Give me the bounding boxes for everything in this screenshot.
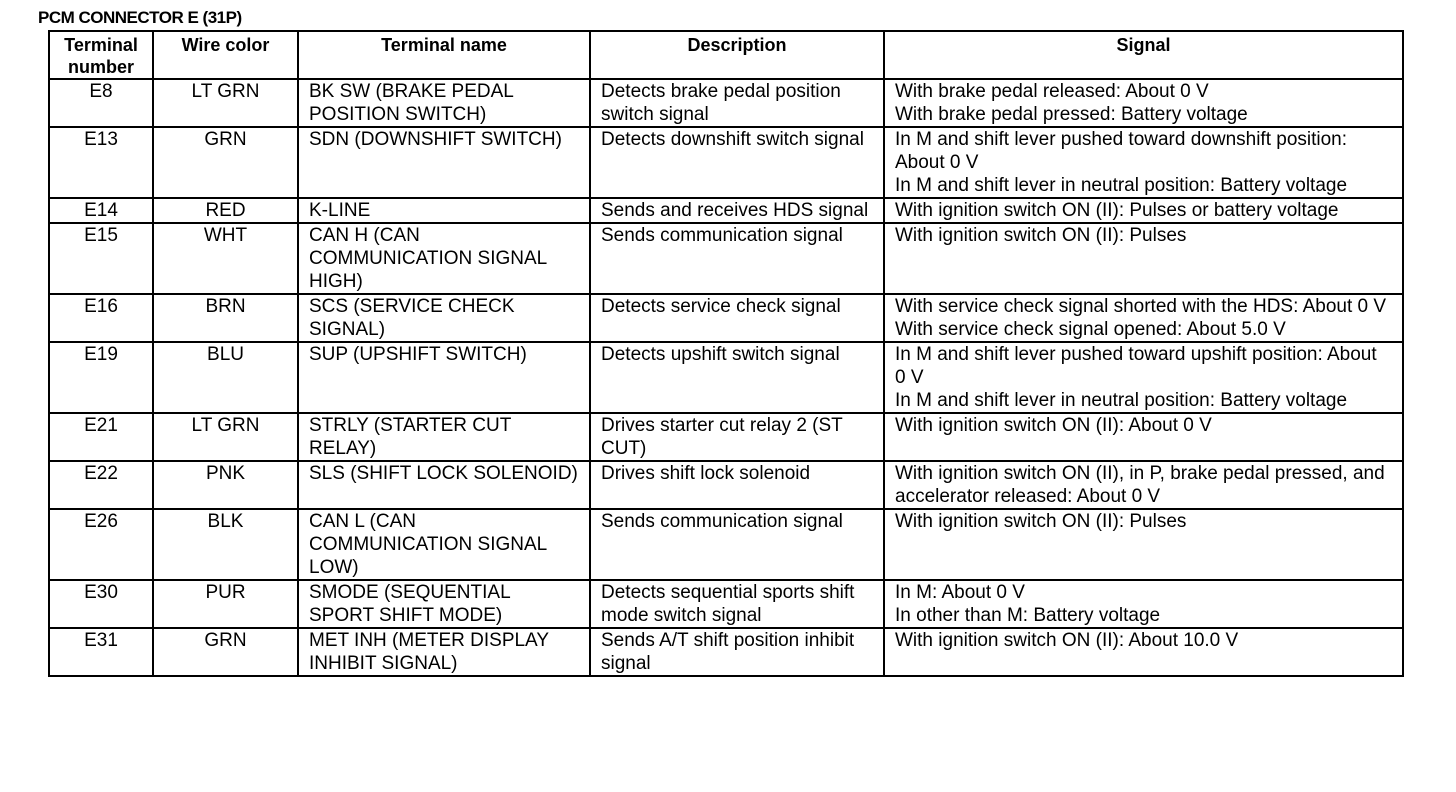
signal-line: In other than M: Battery voltage bbox=[895, 605, 1161, 626]
terminal-name-cell: BK SW (BRAKE PEDAL POSITION SWITCH) bbox=[298, 79, 590, 127]
terminal-cell: E16 bbox=[49, 294, 153, 342]
description-cell: Detects upshift switch signal bbox=[590, 342, 884, 413]
wire-color-cell: BRN bbox=[153, 294, 298, 342]
terminal-name-cell: SDN (DOWNSHIFT SWITCH) bbox=[298, 127, 590, 198]
terminal-name-cell: MET INH (METER DISPLAY INHIBIT SIGNAL) bbox=[298, 628, 590, 676]
terminal-cell: E22 bbox=[49, 461, 153, 509]
signal-cell bbox=[884, 79, 1403, 127]
signal-line: With ignition switch ON (II): About 10.0 V bbox=[895, 630, 1239, 651]
table-row bbox=[49, 461, 1403, 509]
signal-line: In M and shift lever in neutral position: Battery voltage bbox=[895, 390, 1348, 411]
description-cell: Sends A/T shift position inhibit signal bbox=[590, 628, 884, 676]
table-row bbox=[49, 127, 1403, 198]
description-cell: Drives starter cut relay 2 (ST CUT) bbox=[590, 413, 884, 461]
wire-color-cell: BLU bbox=[153, 342, 298, 413]
terminal-cell: E8 bbox=[49, 79, 153, 127]
description-cell: Detects downshift switch signal bbox=[590, 127, 884, 198]
description-cell: Detects brake pedal position switch signal bbox=[590, 79, 884, 127]
signal-line: With brake pedal pressed: Battery voltage bbox=[895, 104, 1248, 125]
description-cell: Detects sequential sports shift mode switch signal bbox=[590, 580, 884, 628]
signal-line: In M and shift lever in neutral position: Battery voltage bbox=[895, 175, 1348, 196]
signal-line: In M and shift lever pushed toward downshift position: About 0 V bbox=[895, 129, 1348, 173]
description-cell: Sends and receives HDS signal bbox=[590, 198, 884, 223]
terminal-cell: E31 bbox=[49, 628, 153, 676]
wire-color-cell: PNK bbox=[153, 461, 298, 509]
description-cell: Sends communication signal bbox=[590, 223, 884, 294]
table-row bbox=[49, 198, 1403, 223]
signal-cell bbox=[884, 628, 1403, 676]
header-terminal-name: Terminal name bbox=[298, 31, 590, 79]
signal-line: With ignition switch ON (II): Pulses bbox=[895, 225, 1187, 246]
table-row bbox=[49, 342, 1403, 413]
connector-table bbox=[48, 30, 1404, 677]
description-cell: Sends communication signal bbox=[590, 509, 884, 580]
signal-cell bbox=[884, 294, 1403, 342]
header-wire-color: Wire color bbox=[153, 31, 298, 79]
wire-color-cell: BLK bbox=[153, 509, 298, 580]
header-description: Description bbox=[590, 31, 884, 79]
signal-cell bbox=[884, 413, 1403, 461]
signal-cell bbox=[884, 198, 1403, 223]
signal-line: With ignition switch ON (II): Pulses or battery voltage bbox=[895, 200, 1339, 221]
wire-color-cell: GRN bbox=[153, 127, 298, 198]
signal-cell bbox=[884, 223, 1403, 294]
header-signal: Signal bbox=[884, 31, 1403, 79]
wire-color-cell: LT GRN bbox=[153, 413, 298, 461]
terminal-cell: E15 bbox=[49, 223, 153, 294]
terminal-name-cell: SCS (SERVICE CHECK SIGNAL) bbox=[298, 294, 590, 342]
table-row bbox=[49, 580, 1403, 628]
table-row bbox=[49, 509, 1403, 580]
page-title: PCM CONNECTOR E (31P) bbox=[38, 8, 242, 27]
terminal-name-cell: SLS (SHIFT LOCK SOLENOID) bbox=[298, 461, 590, 509]
description-cell: Detects service check signal bbox=[590, 294, 884, 342]
table-row bbox=[49, 294, 1403, 342]
terminal-name-cell: SUP (UPSHIFT SWITCH) bbox=[298, 342, 590, 413]
signal-line: With brake pedal released: About 0 V bbox=[895, 81, 1209, 102]
terminal-name-cell: K-LINE bbox=[298, 198, 590, 223]
table-row bbox=[49, 413, 1403, 461]
signal-cell bbox=[884, 342, 1403, 413]
terminal-name-cell: SMODE (SEQUENTIAL SPORT SHIFT MODE) bbox=[298, 580, 590, 628]
terminal-cell: E21 bbox=[49, 413, 153, 461]
terminal-cell: E26 bbox=[49, 509, 153, 580]
wire-color-cell: RED bbox=[153, 198, 298, 223]
signal-cell bbox=[884, 127, 1403, 198]
signal-line: With ignition switch ON (II): About 0 V bbox=[895, 415, 1212, 436]
terminal-cell: E14 bbox=[49, 198, 153, 223]
table-row bbox=[49, 223, 1403, 294]
signal-line: With service check signal opened: About 5.0 V bbox=[895, 319, 1286, 340]
table-row bbox=[49, 628, 1403, 676]
description-cell: Drives shift lock solenoid bbox=[590, 461, 884, 509]
signal-line: In M: About 0 V bbox=[895, 582, 1025, 603]
header-row bbox=[49, 31, 1403, 79]
signal-line: With service check signal shorted with the HDS: About 0 V bbox=[895, 296, 1387, 317]
terminal-cell: E30 bbox=[49, 580, 153, 628]
terminal-name-cell: STRLY (STARTER CUT RELAY) bbox=[298, 413, 590, 461]
signal-line: In M and shift lever pushed toward upshift position: About 0 V bbox=[895, 344, 1377, 388]
signal-cell bbox=[884, 580, 1403, 628]
table-row bbox=[49, 79, 1403, 127]
wire-color-cell: PUR bbox=[153, 580, 298, 628]
terminal-name-cell: CAN H (CAN COMMUNICATION SIGNAL HIGH) bbox=[298, 223, 590, 294]
signal-cell bbox=[884, 509, 1403, 580]
wire-color-cell: LT GRN bbox=[153, 79, 298, 127]
terminal-name-cell: CAN L (CAN COMMUNICATION SIGNAL LOW) bbox=[298, 509, 590, 580]
header-terminal-number: Terminal number bbox=[49, 31, 153, 79]
table-body bbox=[49, 79, 1403, 676]
terminal-cell: E13 bbox=[49, 127, 153, 198]
signal-cell bbox=[884, 461, 1403, 509]
wire-color-cell: WHT bbox=[153, 223, 298, 294]
signal-line: With ignition switch ON (II), in P, brake pedal pressed, and accelerator released: About 0 V bbox=[895, 463, 1385, 507]
terminal-cell: E19 bbox=[49, 342, 153, 413]
wire-color-cell: GRN bbox=[153, 628, 298, 676]
signal-line: With ignition switch ON (II): Pulses bbox=[895, 511, 1187, 532]
